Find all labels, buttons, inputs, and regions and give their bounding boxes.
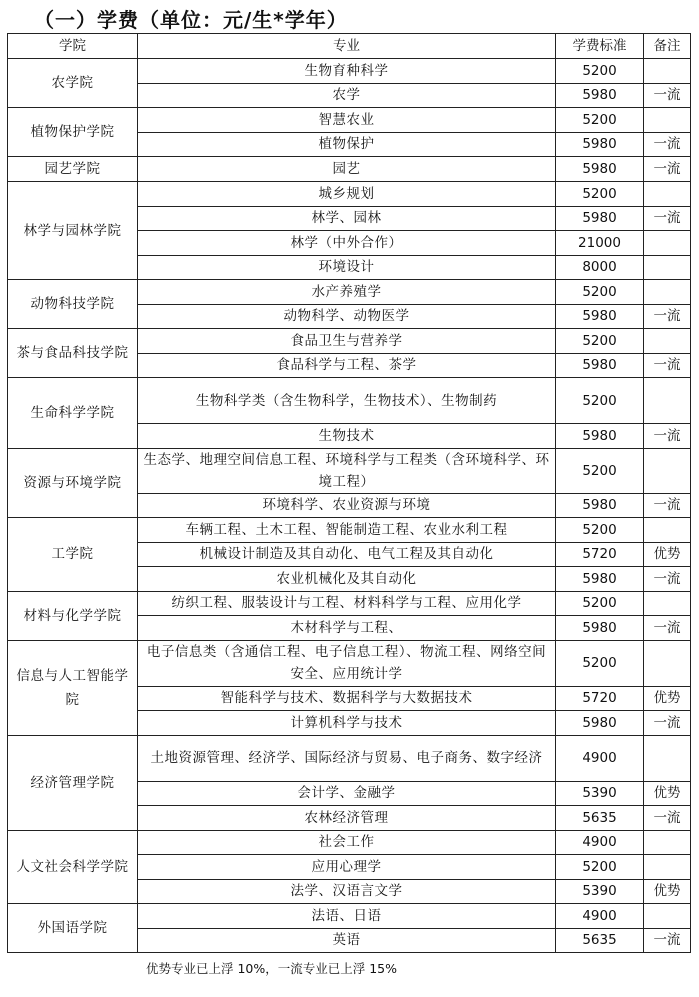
major-cell: 英语: [138, 928, 556, 953]
college-cell: 生命科学学院: [8, 378, 138, 449]
major-cell: 林学、园林: [138, 206, 556, 231]
major-cell: 木材科学与工程、: [138, 616, 556, 641]
college-cell: 人文社会科学学院: [8, 830, 138, 904]
table-row: [8, 735, 691, 781]
table-row: [8, 830, 691, 855]
major-cell: 环境科学、农业资源与环境: [138, 493, 556, 518]
table-row: [8, 157, 691, 182]
fee-cell: 5200: [556, 448, 644, 493]
note-cell: 一流: [644, 567, 691, 592]
college-cell: 信息与人工智能学院: [8, 640, 138, 735]
major-cell: 生物科学类（含生物科学，生物技术）、生物制药: [138, 378, 556, 424]
note-cell: 一流: [644, 83, 691, 108]
table-row: [8, 378, 691, 424]
fee-cell: 5720: [556, 686, 644, 711]
note-cell: 一流: [644, 711, 691, 736]
fee-cell: 21000: [556, 231, 644, 256]
note-cell: [644, 591, 691, 616]
note-cell: 一流: [644, 304, 691, 329]
fee-cell: 5980: [556, 567, 644, 592]
major-cell: 纺织工程、服装设计与工程、材料科学与工程、应用化学: [138, 591, 556, 616]
fee-cell: 5200: [556, 591, 644, 616]
major-cell: 法语、日语: [138, 904, 556, 929]
major-cell: 生物技术: [138, 424, 556, 449]
fee-cell: 5390: [556, 781, 644, 806]
major-cell: 智能科学与技术、数据科学与大数据技术: [138, 686, 556, 711]
major-cell: 农学: [138, 83, 556, 108]
college-cell: 农学院: [8, 59, 138, 108]
tuition-table: [7, 33, 691, 953]
note-cell: [644, 329, 691, 354]
major-cell: 食品科学与工程、茶学: [138, 353, 556, 378]
table-row: [8, 448, 691, 493]
fee-cell: 5980: [556, 83, 644, 108]
header-college: 学院: [8, 34, 138, 59]
fee-cell: 5390: [556, 879, 644, 904]
fee-cell: 5200: [556, 108, 644, 133]
footnote: 优势专业已上浮 10%，一流专业已上浮 15%: [146, 961, 398, 976]
table-row: [8, 108, 691, 133]
note-cell: [644, 59, 691, 84]
note-cell: [644, 830, 691, 855]
major-cell: 法学、汉语言文学: [138, 879, 556, 904]
table-header-row: [8, 34, 691, 59]
note-cell: [644, 855, 691, 880]
major-cell: 土地资源管理、经济学、国际经济与贸易、电子商务、数字经济: [138, 735, 556, 781]
college-cell: 资源与环境学院: [8, 448, 138, 518]
note-cell: [644, 448, 691, 493]
major-cell: 农业机械化及其自动化: [138, 567, 556, 592]
major-cell: 计算机科学与技术: [138, 711, 556, 736]
note-cell: [644, 231, 691, 256]
college-cell: 动物科技学院: [8, 280, 138, 329]
fee-cell: 5200: [556, 518, 644, 543]
fee-cell: 5980: [556, 353, 644, 378]
header-note: 备注: [644, 34, 691, 59]
fee-cell: 8000: [556, 255, 644, 280]
fee-cell: 5200: [556, 280, 644, 305]
note-cell: [644, 255, 691, 280]
major-cell: 车辆工程、土木工程、智能制造工程、农业水利工程: [138, 518, 556, 543]
major-cell: 应用心理学: [138, 855, 556, 880]
table-row: [8, 59, 691, 84]
note-cell: 一流: [644, 157, 691, 182]
college-cell: 植物保护学院: [8, 108, 138, 157]
fee-cell: 5200: [556, 855, 644, 880]
fee-cell: 4900: [556, 735, 644, 781]
major-cell: 动物科学、动物医学: [138, 304, 556, 329]
note-cell: 优势: [644, 686, 691, 711]
fee-cell: 5980: [556, 132, 644, 157]
note-cell: 优势: [644, 879, 691, 904]
fee-cell: 4900: [556, 830, 644, 855]
note-cell: 一流: [644, 206, 691, 231]
note-cell: [644, 108, 691, 133]
fee-cell: 5200: [556, 59, 644, 84]
note-cell: [644, 280, 691, 305]
college-cell: 外国语学院: [8, 904, 138, 953]
page-title: （一）学费（单位：元/生*学年）: [34, 8, 348, 32]
fee-cell: 4900: [556, 904, 644, 929]
major-cell: 环境设计: [138, 255, 556, 280]
major-cell: 食品卫生与营养学: [138, 329, 556, 354]
note-cell: 一流: [644, 928, 691, 953]
table-row: [8, 904, 691, 929]
college-cell: 工学院: [8, 518, 138, 592]
table-row: [8, 182, 691, 207]
fee-cell: 5980: [556, 304, 644, 329]
fee-cell: 5635: [556, 928, 644, 953]
college-cell: 林学与园林学院: [8, 182, 138, 280]
note-cell: 一流: [644, 424, 691, 449]
note-cell: [644, 904, 691, 929]
fee-cell: 5200: [556, 378, 644, 424]
college-cell: 茶与食品科技学院: [8, 329, 138, 378]
note-cell: 一流: [644, 353, 691, 378]
fee-cell: 5720: [556, 542, 644, 567]
major-cell: 机械设计制造及其自动化、电气工程及其自动化: [138, 542, 556, 567]
fee-cell: 5980: [556, 616, 644, 641]
note-cell: [644, 182, 691, 207]
major-cell: 电子信息类（含通信工程、电子信息工程）、物流工程、网络空间安全、应用统计学: [138, 640, 556, 686]
fee-cell: 5200: [556, 182, 644, 207]
note-cell: [644, 735, 691, 781]
major-cell: 林学（中外合作）: [138, 231, 556, 256]
fee-cell: 5980: [556, 424, 644, 449]
fee-cell: 5980: [556, 711, 644, 736]
note-cell: 一流: [644, 616, 691, 641]
fee-cell: 5635: [556, 806, 644, 831]
college-cell: 园艺学院: [8, 157, 138, 182]
college-cell: 材料与化学学院: [8, 591, 138, 640]
fee-cell: 5200: [556, 329, 644, 354]
major-cell: 生物育种科学: [138, 59, 556, 84]
major-cell: 水产养殖学: [138, 280, 556, 305]
major-cell: 社会工作: [138, 830, 556, 855]
note-cell: [644, 640, 691, 686]
table-row: [8, 280, 691, 305]
table-body: [8, 59, 691, 953]
major-cell: 会计学、金融学: [138, 781, 556, 806]
note-cell: [644, 518, 691, 543]
major-cell: 城乡规划: [138, 182, 556, 207]
major-cell: 农林经济管理: [138, 806, 556, 831]
major-cell: 园艺: [138, 157, 556, 182]
fee-cell: 5200: [556, 640, 644, 686]
header-major: 专业: [138, 34, 556, 59]
header-fee: 学费标准: [556, 34, 644, 59]
fee-cell: 5980: [556, 206, 644, 231]
fee-cell: 5980: [556, 157, 644, 182]
college-cell: 经济管理学院: [8, 735, 138, 830]
note-cell: 一流: [644, 493, 691, 518]
table-row: [8, 518, 691, 543]
table-row: [8, 329, 691, 354]
fee-cell: 5980: [556, 493, 644, 518]
major-cell: 生态学、地理空间信息工程、环境科学与工程类（含环境科学、环境工程）: [138, 448, 556, 493]
note-cell: 一流: [644, 132, 691, 157]
major-cell: 植物保护: [138, 132, 556, 157]
note-cell: 一流: [644, 806, 691, 831]
major-cell: 智慧农业: [138, 108, 556, 133]
note-cell: 优势: [644, 542, 691, 567]
note-cell: 优势: [644, 781, 691, 806]
table-row: [8, 640, 691, 686]
note-cell: [644, 378, 691, 424]
table-row: [8, 591, 691, 616]
